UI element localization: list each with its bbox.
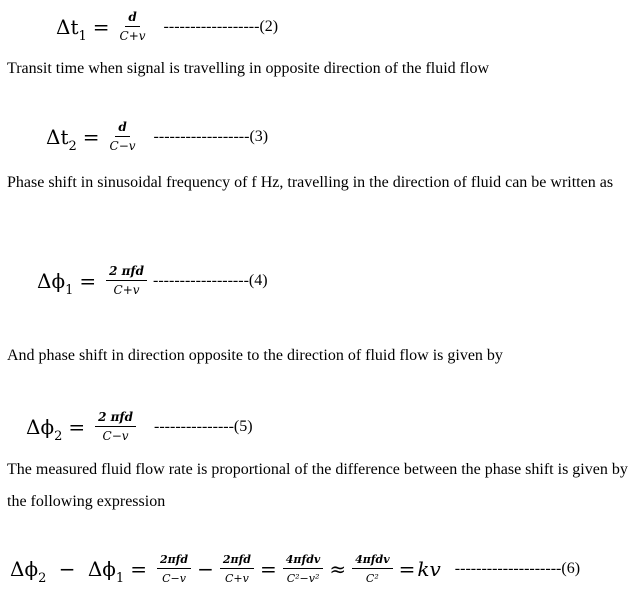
eq2-numerator: d (125, 10, 139, 27)
equals-sign: = (260, 557, 277, 581)
eq6-rhs: kv (417, 557, 441, 581)
equation-3 (46, 120, 268, 154)
paragraph-phase-shift: Phase shift in sinusoidal frequency of f Hz, travelling in the direction of fluid can be written as (7, 174, 614, 191)
eq6-fraction-4 (352, 552, 393, 586)
minus-sign: − (197, 557, 214, 581)
eq4-reference: ------------------(4) (153, 272, 268, 289)
eq5-subscript: 2 (54, 429, 63, 444)
paragraph-flow-rate: The measured fluid flow rate is proportional of the difference between the phase shift is given by the following expression (7, 461, 628, 510)
eq4-lhs (37, 269, 74, 298)
eq2-symbol: Δt (56, 15, 79, 39)
eq6-f2-numerator: 2πfd (220, 552, 254, 569)
eq3-lhs (46, 125, 77, 154)
eq4-symbol: Δϕ (37, 269, 66, 293)
eq2-reference: ------------------(2) (163, 18, 279, 35)
eq6-f3-numerator: 4πfdv (283, 552, 324, 569)
eq5-reference: ---------------(5) (154, 418, 253, 435)
eq4-fraction (106, 264, 147, 298)
eq3-subscript: 2 (68, 139, 77, 154)
eq5-denominator: C−v (102, 429, 129, 443)
eq3-denominator: C−v (109, 139, 136, 153)
minus-sign: − (58, 557, 76, 581)
eq5-fraction (95, 410, 136, 444)
eq6-fraction-1 (157, 552, 191, 586)
eq6-symbol-b: Δϕ (87, 557, 116, 581)
eq6-f4-numerator: 4πfdv (352, 552, 393, 569)
eq6-symbol-a: Δϕ (10, 557, 39, 581)
eq6-f1-denominator: C−v (162, 572, 186, 585)
eq6-lhs (10, 557, 125, 586)
equation-2 (56, 10, 278, 44)
eq6-subscript-a: 2 (38, 571, 47, 586)
eq6-reference: --------------------(6) (454, 560, 581, 577)
eq6-f4-denominator: C² (365, 572, 379, 585)
eq5-symbol: Δϕ (26, 415, 55, 439)
eq4-numerator: 2 πfd (106, 264, 147, 281)
eq3-reference: ------------------(3) (153, 128, 269, 145)
eq3-numerator: d (115, 120, 129, 137)
eq2-fraction (120, 10, 146, 44)
equals-sign: = (92, 15, 110, 39)
eq6-f1-numerator: 2πfd (157, 552, 191, 569)
eq6-fraction-2 (220, 552, 254, 586)
equals-sign: = (79, 269, 97, 293)
eq6-f3-denominator: C²−v² (286, 572, 320, 585)
eq6-fraction-3 (283, 552, 324, 586)
paragraph-opposite-direction: And phase shift in direction opposite to the direction of fluid flow is given by (7, 347, 503, 364)
eq4-denominator: C+v (113, 283, 140, 297)
equals-sign: = (68, 415, 86, 439)
paragraph-transit-time: Transit time when signal is travelling in opposite direction of the fluid flow (7, 60, 490, 77)
eq2-subscript: 1 (78, 29, 87, 44)
equals-sign: = (398, 557, 416, 581)
equals-sign: = (130, 557, 147, 581)
eq2-denominator: C+v (119, 29, 146, 43)
approx-sign: ≈ (329, 557, 347, 581)
eq3-symbol: Δt (46, 125, 69, 149)
equation-4 (37, 264, 268, 298)
eq5-lhs (26, 415, 63, 444)
equals-sign: = (82, 125, 100, 149)
equation-5 (26, 410, 253, 444)
eq2-lhs (56, 15, 87, 44)
equation-6 (10, 552, 580, 586)
eq4-subscript: 1 (65, 283, 74, 298)
eq3-fraction (110, 120, 136, 154)
eq6-subscript-b: 1 (115, 571, 125, 586)
eq6-f2-denominator: C+v (225, 572, 249, 585)
eq5-numerator: 2 πfd (95, 410, 136, 427)
